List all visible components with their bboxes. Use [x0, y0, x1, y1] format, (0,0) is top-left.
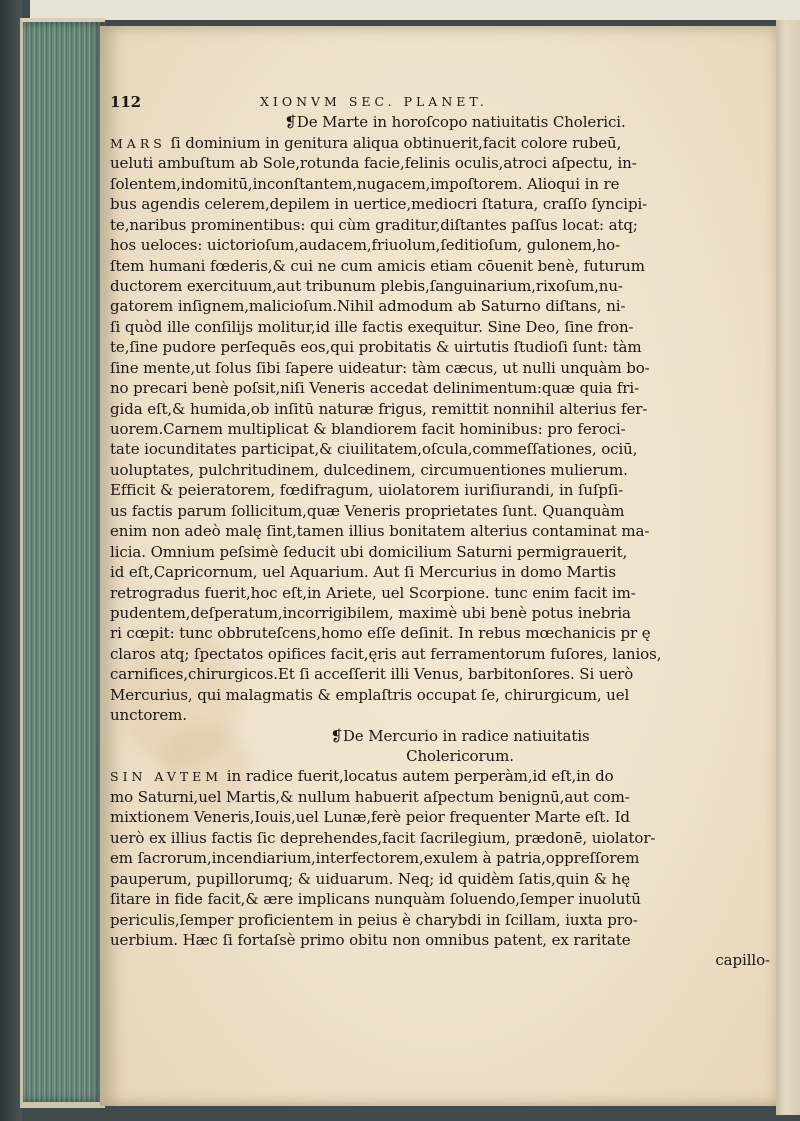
- catchword: capillo-: [715, 951, 770, 970]
- text-line: licia. Omnium peſsimè ſeducit ubi domicilium Saturni permigrauerit,: [110, 542, 628, 561]
- running-head: XIONVM SEC. PLANET.: [260, 94, 488, 109]
- text-line: te,ſine pudore perſequēs eos,qui probitatis & uirtutis ſtudioſi ſunt: tàm: [110, 338, 642, 357]
- text-line: ri cœpit: tunc obbruteſcens,homo eſſe deſinit. In rebus mœchanicis pr ę: [110, 624, 651, 643]
- text-line: periculis,ſemper proficientem in peius è charybdi in ſcillam, iuxta pro-: [110, 910, 638, 929]
- text-line: us factis parum ſollicitum,quæ Veneris proprietates ſunt. Quanquàm: [110, 501, 625, 520]
- text-line: hos ueloces: uictorioſum,audacem,friuolum,ſeditioſum, gulonem,ho-: [110, 236, 621, 255]
- text-line: uorem.Carnem multiplicat & blandiorem facit hominibus: pro feroci-: [110, 420, 626, 438]
- section-heading-mercury: ❡De Mercurio in radice natiuitatis: [330, 726, 590, 745]
- text-line: [110, 766, 770, 786]
- text-line: Mercurius, qui malagmatis & emplaſtris occupat ſe, chirurgicum, uel: [110, 685, 630, 704]
- text-line: bus agendis celerem,depilem in uertice,mediocri ſtatura, craſſo ſyncipi-: [110, 195, 648, 214]
- text-line: uoluptates, pulchritudinem, dulcedinem, circumuentiones mulierum.: [110, 460, 628, 479]
- lead-word: MARS: [110, 135, 166, 151]
- text-line: enim non adeò malę ſint,tamen illius bonitatem alterius contaminat ma-: [110, 522, 650, 541]
- text-line: uerò ex illius factis ſic deprehendes,facit ſacrilegium, prædonē, uiolator-: [110, 828, 656, 847]
- text-line: em ſacrorum,incendiarium,interfectorem,exulem à patria,oppreſſorem: [110, 849, 640, 868]
- text-line: ſtem humani fœderis,& cui ne cum amicis etiam cōuenit benè, futurum: [110, 256, 645, 275]
- text-line: te,naribus prominentibus: qui cùm graditur,diſtantes paſſus locat: atq;: [110, 215, 638, 234]
- next-page-edge: [776, 20, 800, 1115]
- text-line: id eſt,Capricornum, uel Aquarium. Aut ſi Mercurius in domo Martis: [110, 563, 616, 582]
- section-heading-mercury-cont: Cholericorum.: [406, 747, 514, 765]
- text-line: pauperum, pupillorumq; & uiduarum. Neq; id quidèm ſatis,quin & hę: [110, 869, 630, 888]
- text-line: no precari benè poſsit,niſi Veneris accedat delinimentum:quæ quia fri-: [110, 379, 640, 398]
- section-heading-mars: ❡De Marte in horoſcopo natiuitatis Cholerici.: [284, 113, 626, 132]
- folio-number: 112: [110, 93, 142, 111]
- background-surface: [30, 0, 800, 20]
- text-line-content: in radice fuerit,locatus autem perperàm,id eſt,in do: [226, 767, 614, 786]
- text-line-content: ſi dominium in genitura aliqua obtinuerit,facit colore rubeū,: [170, 133, 622, 152]
- text-line: [110, 133, 770, 153]
- running-header: [110, 92, 770, 112]
- text-line: claros atq; ſpectatos opifices facit,ęris aut ferramentorum fuſores, lanios,: [110, 644, 662, 663]
- text-line: ueluti ambuſtum ab Sole,rotunda facie,felinis oculis,atroci aſpectu, in-: [110, 154, 637, 173]
- text-line: ſitare in fide facit,& ære implicans nunquàm ſoluendo,ſemper inuolutū: [110, 890, 641, 909]
- text-line: unctorem.: [110, 706, 187, 725]
- text-line: Efficit & peieratorem, fœdifragum, uiolatorem iuriſiurandi, in ſuſpſi-: [110, 481, 624, 500]
- text-line: carnifices,chirurgicos.Et ſi acceſſerit illi Venus, barbitonſores. Si uerò: [110, 665, 634, 684]
- text-line: ſine mente,ut ſolus ſibi ſapere uideatur: tàm cæcus, ut nulli unquàm bo-: [110, 358, 650, 377]
- text-line: pudentem,deſperatum,incorrigibilem, maximè ubi benè potus inebria: [110, 603, 631, 622]
- text-line: uerbium. Hæc ſi fortaſsè primo obitu non omnibus patent, ex raritate: [110, 930, 631, 949]
- text-line: mixtionem Veneris,Iouis,uel Lunæ,ferè peior frequenter Marte eſt. Id: [110, 808, 630, 827]
- text-line: retrogradus fuerit,hoc eſt,in Ariete, uel Scorpione. tunc enim facit im-: [110, 583, 636, 602]
- text-line: mo Saturni,uel Martis,& nullum habuerit aſpectum benignū,aut com-: [110, 787, 630, 806]
- book-spine: [0, 0, 22, 1121]
- text-line: gatorem inſignem,malicioſum.Nihil admodum ab Saturno diſtans, ni-: [110, 297, 626, 316]
- lead-words: SIN AVTEM: [110, 769, 223, 785]
- text-line: ſolentem,indomitū,inconſtantem,nugacem,impoſtorem. Alioqui in re: [110, 174, 620, 193]
- page-text: [110, 92, 770, 971]
- text-line: gida eſt,& humida,ob inſitū naturæ frigus, remittit nonnihil alterius fer-: [110, 399, 648, 418]
- text-line: ſi quòd ille conſilijs molitur,id ille factis exequitur. Sine Deo, ſine fron-: [110, 317, 634, 336]
- text-line: tate iocunditates participat,& ciuilitatem,oſcula,commeſſationes, ociū,: [110, 440, 638, 459]
- page-edges: [20, 18, 105, 1108]
- text-line: ductorem exercituum,aut tribunum plebis,ſanguinarium,rixoſum,nu-: [110, 276, 623, 295]
